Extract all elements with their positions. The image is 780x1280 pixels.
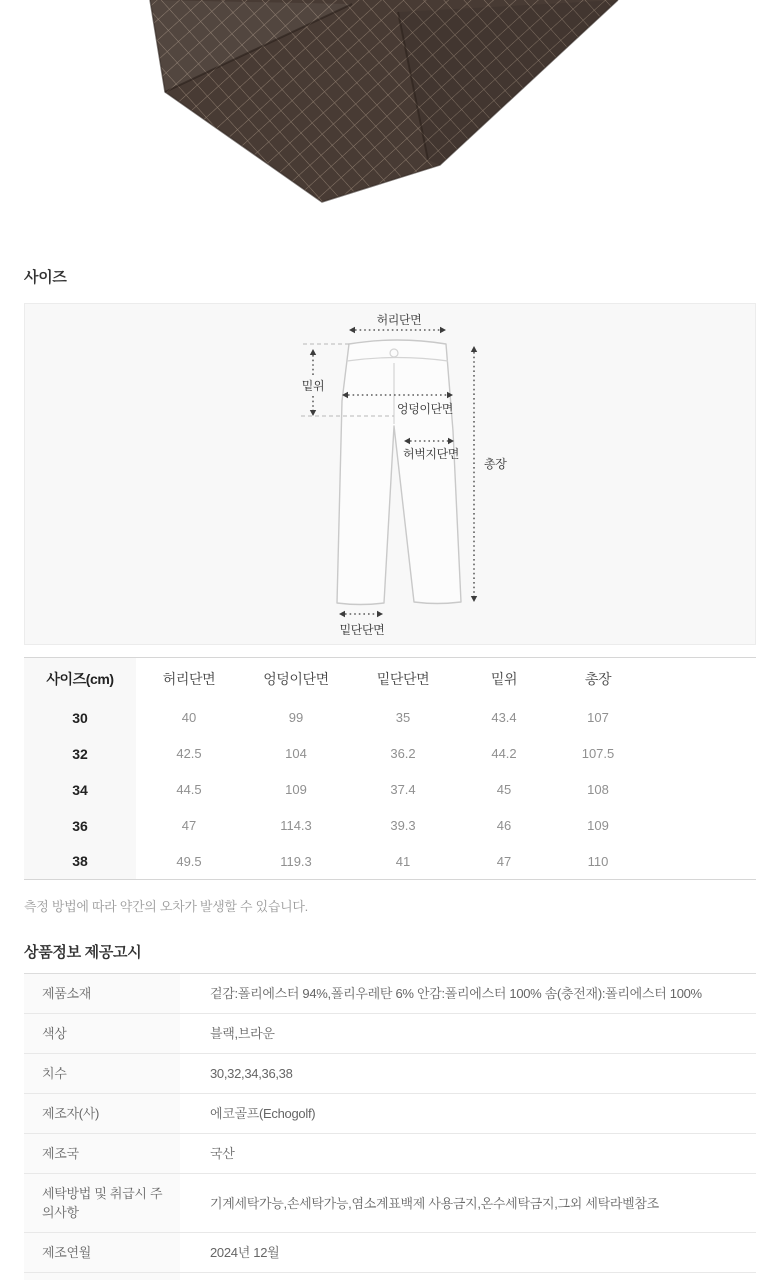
info-label: 제조국 (24, 1134, 180, 1173)
info-row (24, 1134, 756, 1174)
value-cell: 119.3 (280, 853, 312, 869)
diagram-label-rise: 밑위 (301, 379, 325, 393)
value-cell: 107.5 (581, 746, 615, 761)
measurement-note: 측정 방법에 따라 약간의 오차가 발생할 수 있습니다. (24, 899, 308, 914)
diagram-label-thigh: 허벅지단면 (403, 447, 459, 461)
info-label: 치수 (24, 1054, 180, 1093)
info-label: 제품소재 (24, 974, 180, 1013)
size-table-wrap (24, 657, 756, 880)
product-info-heading: 상품정보 제공고시 (24, 944, 142, 961)
value-cell: 47 (181, 818, 197, 833)
value-cell: 99 (288, 710, 304, 725)
value-cell: 42.5 (176, 746, 202, 761)
size-table-header-row (24, 658, 756, 700)
info-row (24, 974, 756, 1014)
value-cell: 108 (587, 782, 609, 797)
info-row (24, 1233, 756, 1273)
table-row (24, 700, 756, 736)
pants-drawing (337, 340, 461, 605)
value-cell: 37.4 (390, 782, 416, 797)
size-cell: 32 (24, 736, 136, 772)
value-cell: 44.5 (176, 782, 202, 797)
size-section-heading: 사이즈 (24, 269, 67, 286)
filler-cell (644, 844, 756, 880)
value-cell: 36.2 (390, 746, 416, 761)
info-value: 겉감:폴리에스터 94%,폴리우레탄 6% 안감:폴리에스터 100% 솜(충전재):폴리에스터 100% (210, 986, 702, 1001)
product-photo (0, 0, 780, 205)
size-cell: 36 (24, 808, 136, 844)
product-info-table (24, 973, 756, 1280)
info-label: 제조연월 (24, 1233, 180, 1272)
size-cell: 30 (24, 700, 136, 736)
table-row (24, 844, 756, 880)
info-value: 에코골프(Echogolf) (210, 1106, 316, 1121)
value-cell: 114.3 (280, 818, 312, 833)
info-row (24, 1174, 756, 1233)
filler-cell (644, 700, 756, 736)
filler-cell (644, 736, 756, 772)
value-cell: 40 (181, 710, 197, 725)
value-cell: 46 (496, 818, 512, 833)
diagram-label-waist: 허리단면 (376, 313, 422, 327)
table-row (24, 772, 756, 808)
value-cell: 43.4 (491, 710, 517, 725)
value-cell: 49.5 (176, 853, 202, 869)
value-cell: 110 (587, 853, 609, 869)
info-value: 국산 (210, 1146, 235, 1161)
value-cell: 41 (395, 853, 411, 869)
size-table-header-cell: 총장 (584, 670, 612, 687)
size-cell: 34 (24, 772, 136, 808)
info-label: 색상 (24, 1014, 180, 1053)
info-label: 세탁방법 및 취급시 주의사항 (24, 1174, 180, 1232)
value-cell: 109 (587, 818, 609, 833)
size-cell: 38 (24, 844, 136, 880)
size-table-header-cell: 사이즈(cm) (24, 658, 136, 700)
info-label: 제조자(사) (24, 1094, 180, 1133)
size-table-header-cell: 밑단단면 (376, 670, 430, 687)
info-label (24, 1273, 180, 1280)
info-row (24, 1273, 756, 1280)
size-table-header-cell: 밑위 (490, 670, 518, 687)
pants-measurement-diagram (25, 304, 755, 644)
info-value: 2024년 12월 (210, 1245, 280, 1260)
info-row (24, 1014, 756, 1054)
size-table (24, 657, 756, 880)
value-cell: 104 (285, 746, 307, 761)
size-table-body (24, 700, 756, 880)
value-cell: 45 (496, 782, 512, 797)
diagram-label-hip: 엉덩이단면 (397, 402, 453, 416)
size-table-header-cell: 허리단면 (162, 670, 216, 687)
diagram-label-hem: 밑단단면 (339, 623, 385, 637)
info-value: 블랙,브라운 (210, 1026, 275, 1041)
value-cell: 107 (587, 710, 609, 725)
filler-cell (644, 808, 756, 844)
size-table-header-filler (644, 658, 756, 700)
value-cell: 44.2 (491, 746, 517, 761)
filler-cell (644, 772, 756, 808)
size-diagram-panel (24, 303, 756, 645)
info-row (24, 1054, 756, 1094)
info-value: 기계세탁가능,손세탁가능,염소계표백제 사용금지,온수세탁금지,그외 세탁라벨참조 (210, 1195, 659, 1211)
table-row (24, 808, 756, 844)
info-value: 30,32,34,36,38 (210, 1066, 293, 1081)
value-cell: 109 (285, 782, 307, 797)
info-row (24, 1094, 756, 1134)
fabric-image (0, 0, 780, 205)
size-table-header-cell: 엉덩이단면 (263, 670, 329, 687)
diagram-label-length: 총장 (484, 457, 507, 471)
info-value (180, 1273, 756, 1280)
table-row (24, 736, 756, 772)
value-cell: 47 (496, 853, 512, 869)
value-cell: 35 (395, 710, 411, 725)
value-cell: 39.3 (390, 818, 416, 833)
